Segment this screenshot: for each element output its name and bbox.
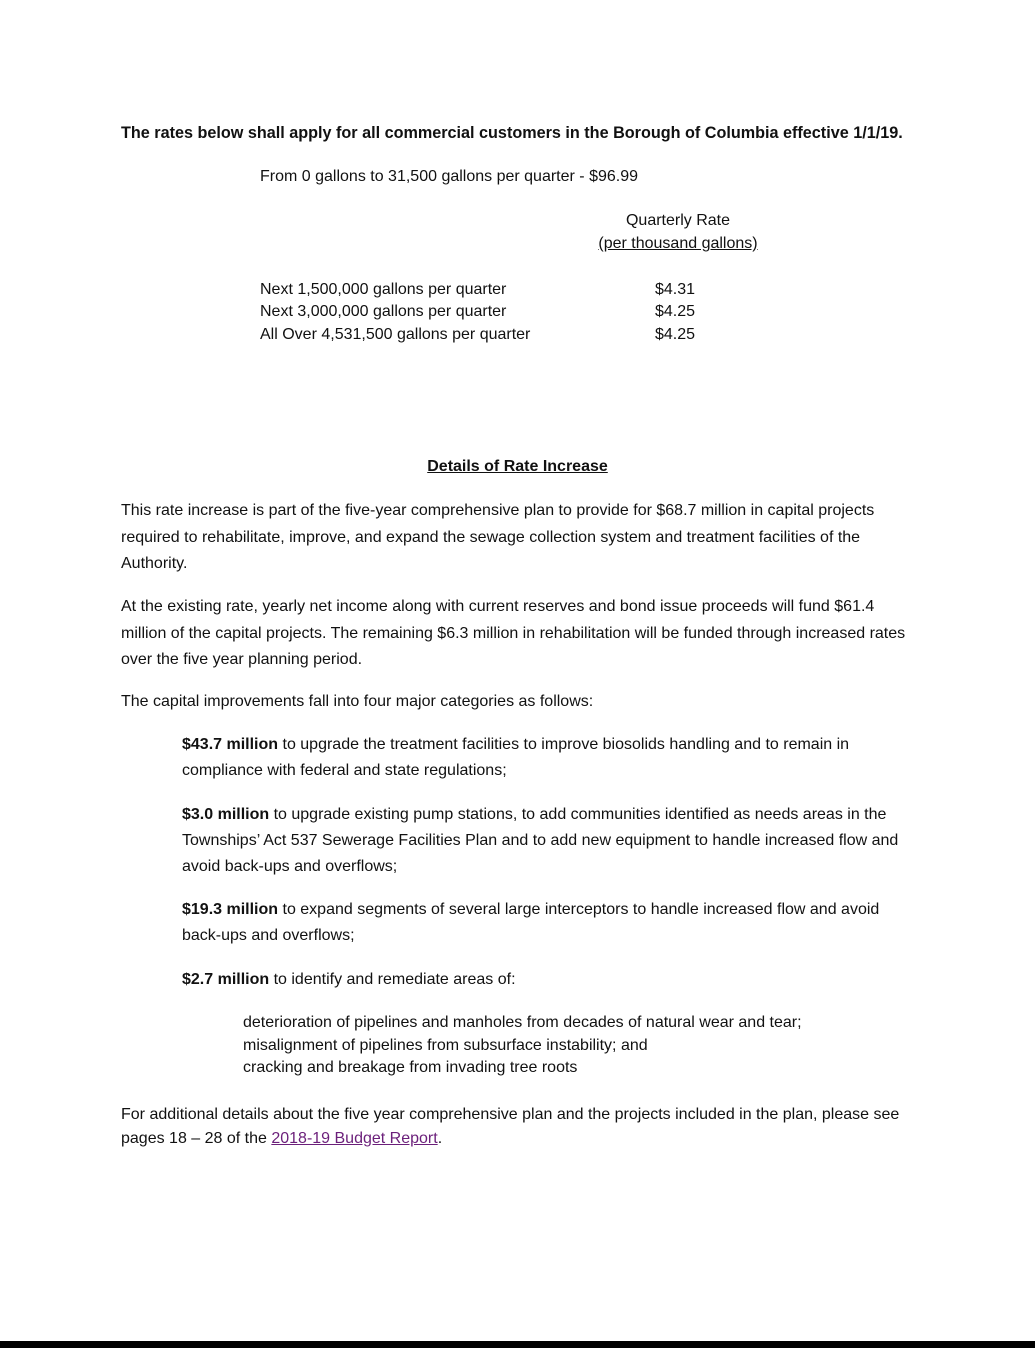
category-amount: $2.7 million: [182, 971, 270, 988]
tier-label: All Over 4,531,500 gallons per quarter: [260, 326, 531, 343]
category-item: [182, 897, 922, 949]
tier-rate: $4.25: [655, 326, 696, 343]
category-text: to upgrade existing pump stations, to add communities identified as needs areas in the Townships’ Act 537 Sewerage Facilities Plan and to add new equipment to handle increased flow and avoid back-ups and overflows;: [182, 806, 899, 875]
base-rate-line: From 0 gallons to 31,500 gallons per quarter - $96.99: [260, 168, 639, 185]
category-text: to expand segments of several large interceptors to handle increased flow and avoid back-ups and overflows;: [182, 901, 880, 944]
category-amount: $3.0 million: [182, 806, 270, 823]
page-bottom-border: [0, 1341, 1035, 1348]
budget-report-link[interactable]: 2018-19 Budget Report: [271, 1129, 438, 1147]
category-text: to upgrade the treatment facilities to improve biosolids handling and to remain in compliance with federal and state regulations;: [182, 736, 850, 779]
section-title: Details of Rate Increase: [427, 458, 608, 475]
category-item: [182, 967, 922, 993]
rate-column-subheader: (per thousand gallons): [598, 235, 758, 252]
tier-label: Next 3,000,000 gallons per quarter: [260, 303, 507, 320]
closing-text: For additional details about the five year comprehensive plan and the projects included in the plan, please see pages 18 – 28 of the: [121, 1106, 900, 1147]
closing-paragraph: [121, 1103, 921, 1150]
paragraph-funding: At the existing rate, yearly net income along with current reserves and bond issue proceeds will fund $61.4 million of the capital projects. The remaining $6.3 million in rehabilitation will be funded through increased rates over the five year planning period.: [121, 598, 906, 668]
category-item: [182, 732, 922, 784]
category-text: to identify and remediate areas of:: [269, 971, 516, 988]
remediation-item: misalignment of pipelines from subsurface instability; and: [243, 1036, 648, 1054]
category-item: [182, 802, 922, 880]
remediation-item: cracking and breakage from invading tree roots: [243, 1059, 578, 1076]
tier-rate: $4.31: [655, 281, 696, 298]
rates-heading: The rates below shall apply for all commercial customers in the Borough of Columbia effective 1/1/19.: [121, 124, 903, 142]
paragraph-plan: This rate increase is part of the five-year comprehensive plan to provide for $68.7 million in capital projects required to rehabilitate, improve, and expand the sewage collection system and treatment facilities of the Authority.: [121, 502, 875, 572]
closing-period: .: [437, 1129, 443, 1147]
rate-column-header: Quarterly Rate: [625, 212, 731, 229]
remediation-item: deterioration of pipelines and manholes from decades of natural wear and tear;: [243, 1014, 802, 1031]
remediation-list: [243, 1012, 802, 1080]
category-amount: $19.3 million: [182, 901, 279, 918]
tier-label: Next 1,500,000 gallons per quarter: [260, 281, 507, 298]
paragraph-categories-intro: The capital improvements fall into four major categories as follows:: [121, 693, 594, 710]
category-amount: $43.7 million: [182, 736, 279, 753]
tier-rate: $4.25: [655, 303, 696, 320]
